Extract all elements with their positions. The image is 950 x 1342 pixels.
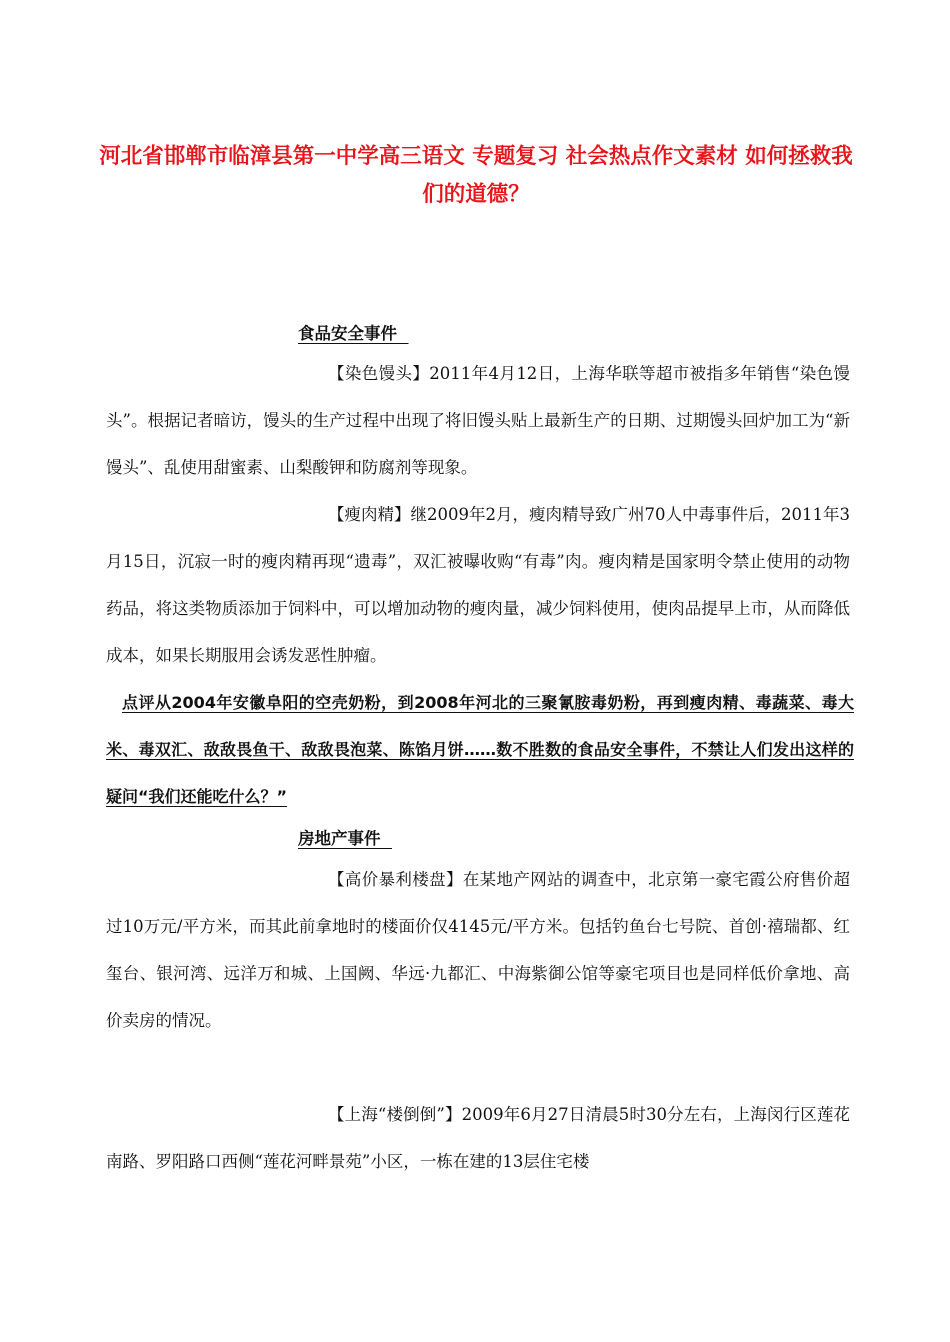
document-title: 河北省邯郸市临漳县第一中学高三语文 专题复习 社会热点作文素材 如何拯救我们的道德？ (99, 144, 853, 207)
paragraph-tag: 【高价暴利楼盘】 (328, 870, 463, 889)
paragraph-luxury-housing (106, 856, 850, 1044)
section-heading-real-estate: 房地产事件 (298, 829, 392, 848)
paragraph-text: 继2009年2月，瘦肉精导致广州70人中毒事件后，2011年3月15日，沉寂一时的瘦肉精再现“遗毒”，双汇被曝收购“有毒”肉。瘦肉精是国家明令禁止使用的动物药品，将这类物质添加于饲料中，可以增加动物的瘦肉量，减少饲料使用，使肉品提早上市，从而降低成本，如果长期服用会诱发恶性肿瘤。 (106, 505, 851, 665)
section-heading-food-safety: 食品安全事件 (298, 324, 409, 343)
paragraph-tag: 【染色馒头】 (328, 364, 430, 383)
paragraph-text: 在某地产网站的调查中，北京第一豪宅霞公府售价超过10万元/平方米，而其此前拿地时的楼面价仅4145元/平方米。包括钓鱼台七号院、首创·禧瑞都、红玺台、银河湾、远洋万和城、上国阙、华远·九都汇、中海紫御公馆等豪宅项目也是同样低价拿地、高价卖房的情况。 (106, 870, 851, 1030)
paragraph-tag: 【瘦肉精】 (328, 505, 411, 524)
commentary-food-safety: 点评从2004年安徽阜阳的空壳奶粉，到2008年河北的三聚氰胺毒奶粉，再到瘦肉精、毒蔬菜、毒大米、毒双汇、敌敌畏鱼干、敌敌畏泡菜、陈馅月饼……数不胜数的食品安全事件，不禁让人们发出这样的疑问“我们还能吃什么？” (106, 693, 854, 806)
paragraph-text: 2009年6月27日清晨5时30分左右，上海闵行区莲花南路、罗阳路口西侧“莲花河畔景苑”小区，一栋在建的13层住宅楼 (106, 1105, 851, 1171)
paragraph-dyed-buns (106, 350, 850, 491)
paragraph-text: 2011年4月12日，上海华联等超市被指多年销售“染色馒头”。根据记者暗访，馒头的生产过程中出现了将旧馒头贴上最新生产的日期、过期馒头回炉加工为“新馒头”、乱使用甜蜜素、山梨酸钾和防腐剂等现象。 (106, 364, 851, 477)
paragraph-clenbuterol (106, 491, 850, 679)
paragraph-building-collapse (106, 1091, 850, 1185)
paragraph-tag: 【上海“楼倒倒”】 (328, 1105, 462, 1124)
